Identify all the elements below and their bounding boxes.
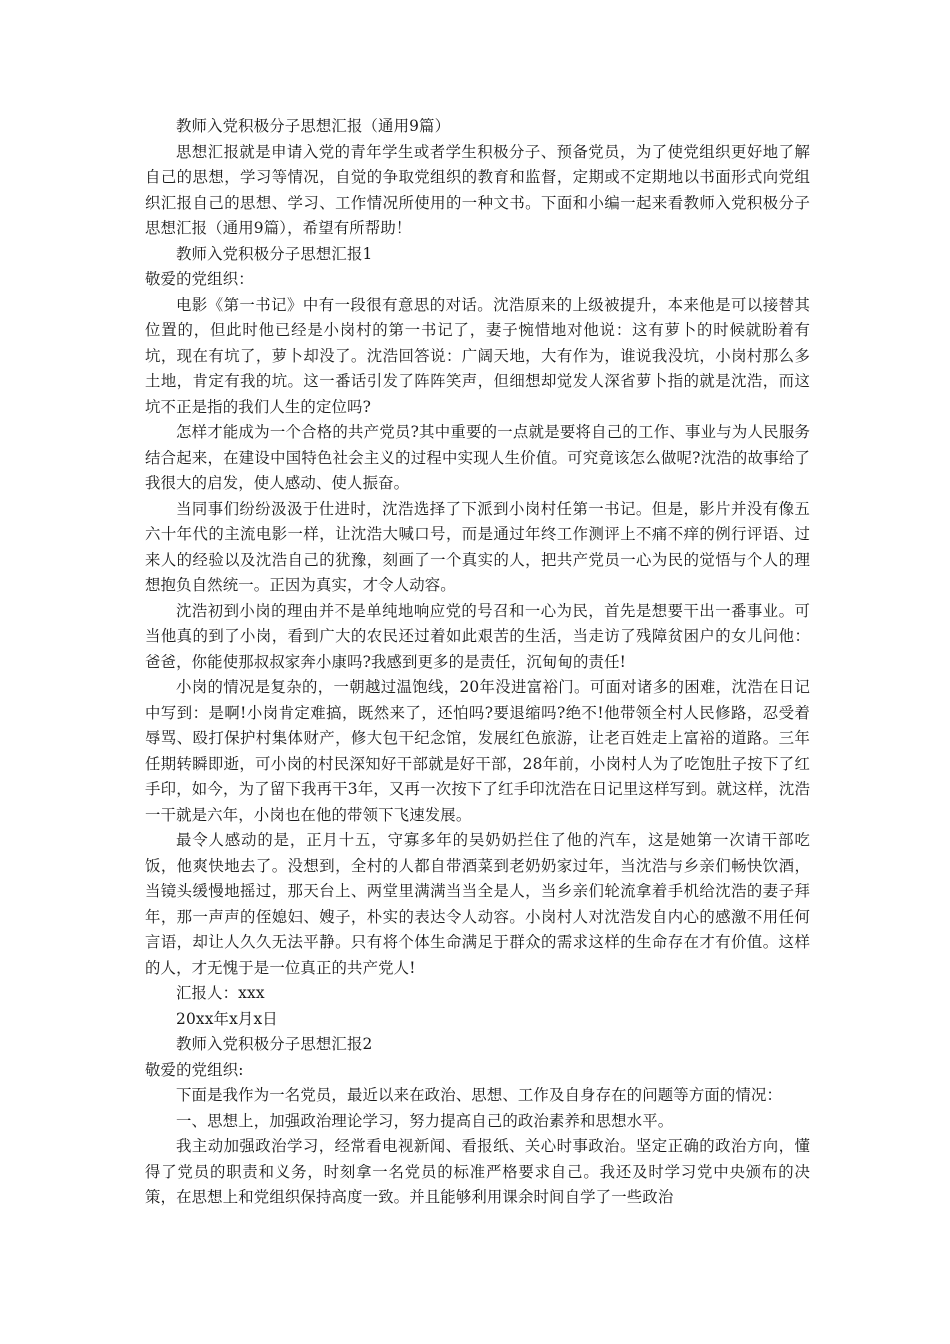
- body-paragraph: 一、思想上，加强政治理论学习，努力提高自己的政治素养和思想水平。: [176, 1111, 674, 1130]
- document-page: [145, 114, 810, 1211]
- reporter-signature: 汇报人：xxx: [176, 984, 265, 1002]
- body-paragraph: 怎样才能成为一个合格的共产党员?其中重要的一点就是要将自己的工作、事业与为人民服务结合起来，在建设中国特色社会主义的过程中实现人生价值。可究竟该怎么做呢?沈浩的故事给了我很大的启发，使人感动、使人振奋。: [145, 423, 810, 492]
- body-paragraph: 我主动加强政治学习，经常看电视新闻、看报纸、关心时事政治。坚定正确的政治方向，懂得了党员的职责和义务，时刻拿一名党员的标准严格要求自己。我还及时学习党中央颁布的决策，在思想上和党组织保持高度一致。并且能够利用课余时间自学了一些政治: [145, 1137, 810, 1206]
- salutation-2: 敬爱的党组织:: [145, 1060, 244, 1079]
- section-heading-2: 教师入党积极分子思想汇报2: [176, 1035, 373, 1053]
- body-paragraph: 当同事们纷纷汲汲于仕进时，沈浩选择了下派到小岗村任第一书记。但是，影片并没有像五六十年代的主流电影一样，让沈浩大喊口号，而是通过年终工作测评上不痛不痒的例行评语、过来人的经验以及沈浩自己的犹豫，刻画了一个真实的人，把共产党员一心为民的觉悟与个人的理想抱负自然统一。正因为真实，才令人动容。: [145, 499, 810, 594]
- body-paragraph: 下面是我作为一名党员，最近以来在政治、思想、工作及自身存在的问题等方面的情况：: [176, 1086, 783, 1104]
- document-title: 教师入党积极分子思想汇报（通用9篇）: [176, 117, 451, 135]
- section-heading-1: 教师入党积极分子思想汇报1: [176, 244, 373, 263]
- body-paragraph: 沈浩初到小岗的理由并不是单纯地响应党的号召和一心为民，首先是想要干出一番事业。可当他真的到了小岗，看到广大的农民还过着如此艰苦的生活，当走访了残障贫困户的女儿问他：爸爸，你能使那叔叔家奔小康吗?我感到更多的是责任，沉甸甸的责任!: [145, 601, 810, 671]
- body-paragraph: 小岗的情况是复杂的，一朝越过温饱线，20年没进富裕门。可面对诸多的困难，沈浩在日记中写到：是啊!小岗肯定难搞，既然来了，还怕吗?要退缩吗?绝不!他带领全村人民修路，忍受着辱骂、殴打保护村集体财产，修大包干纪念馆，发展红色旅游，让老百姓走上富裕的道路。三年任期转瞬即逝，可小岗的村民深知好干部就是好干部，28年前，小岗村人为了吃饱肚子按下了红手印，如今，为了留下我再干3年，又再一次按下了红手印沈浩在日记里这样写到。就这样，沈浩一干就是六年，小岗也在他的带领下飞速发展。: [145, 678, 810, 824]
- salutation-1: 敬爱的党组织：: [145, 270, 254, 288]
- body-paragraph: 电影《第一书记》中有一段很有意思的对话。沈浩原来的上级被提升，本来他是可以接替其位置的，但此时他已经是小岗村的第一书记了，妻子惋惜地对他说：这有萝卜的时候就盼着有坑，现在有坑了，萝卜却没了。沈浩回答说：广阔天地，大有作为，谁说我没坑，小岗村那么多土地，肯定有我的坑。这一番话引发了阵阵笑声，但细想却觉发人深省萝卜指的就是沈浩，而这坑不正是指的我们人生的定位吗?: [145, 295, 810, 416]
- report-date: 20xx年x月x日: [176, 1009, 278, 1028]
- body-paragraph: 最令人感动的是，正月十五，守寡多年的吴奶奶拦住了他的汽车，这是她第一次请干部吃饭，他爽快地去了。没想到，全村的人都自带酒菜到老奶奶家过年，当沈浩与乡亲们畅快饮酒，当镜头缓慢地摇过，那天台上、两堂里满满当当全是人，当乡亲们轮流拿着手机给沈浩的妻子拜年，那一声声的侄媳妇、嫂子，朴实的表达令人动容。小岗村人对沈浩发自内心的感激不用任何言语，却让人久久无法平静。只有将个体生命满足于群众的需求这样的生命存在才有价值。这样的人，才无愧于是一位真正的共产党人!: [145, 831, 810, 977]
- intro-paragraph: 思想汇报就是申请入党的青年学生或者学生积极分子、预备党员，为了使党组织更好地了解自己的思想，学习等情况，自觉的争取党组织的教育和监督，定期或不定期地以书面形式向党组织汇报自己的思想、学习、工作情况所使用的一种文书。下面和小编一起来看教师入党积极分子思想汇报（通用9篇），希望有所帮助！: [145, 142, 810, 237]
